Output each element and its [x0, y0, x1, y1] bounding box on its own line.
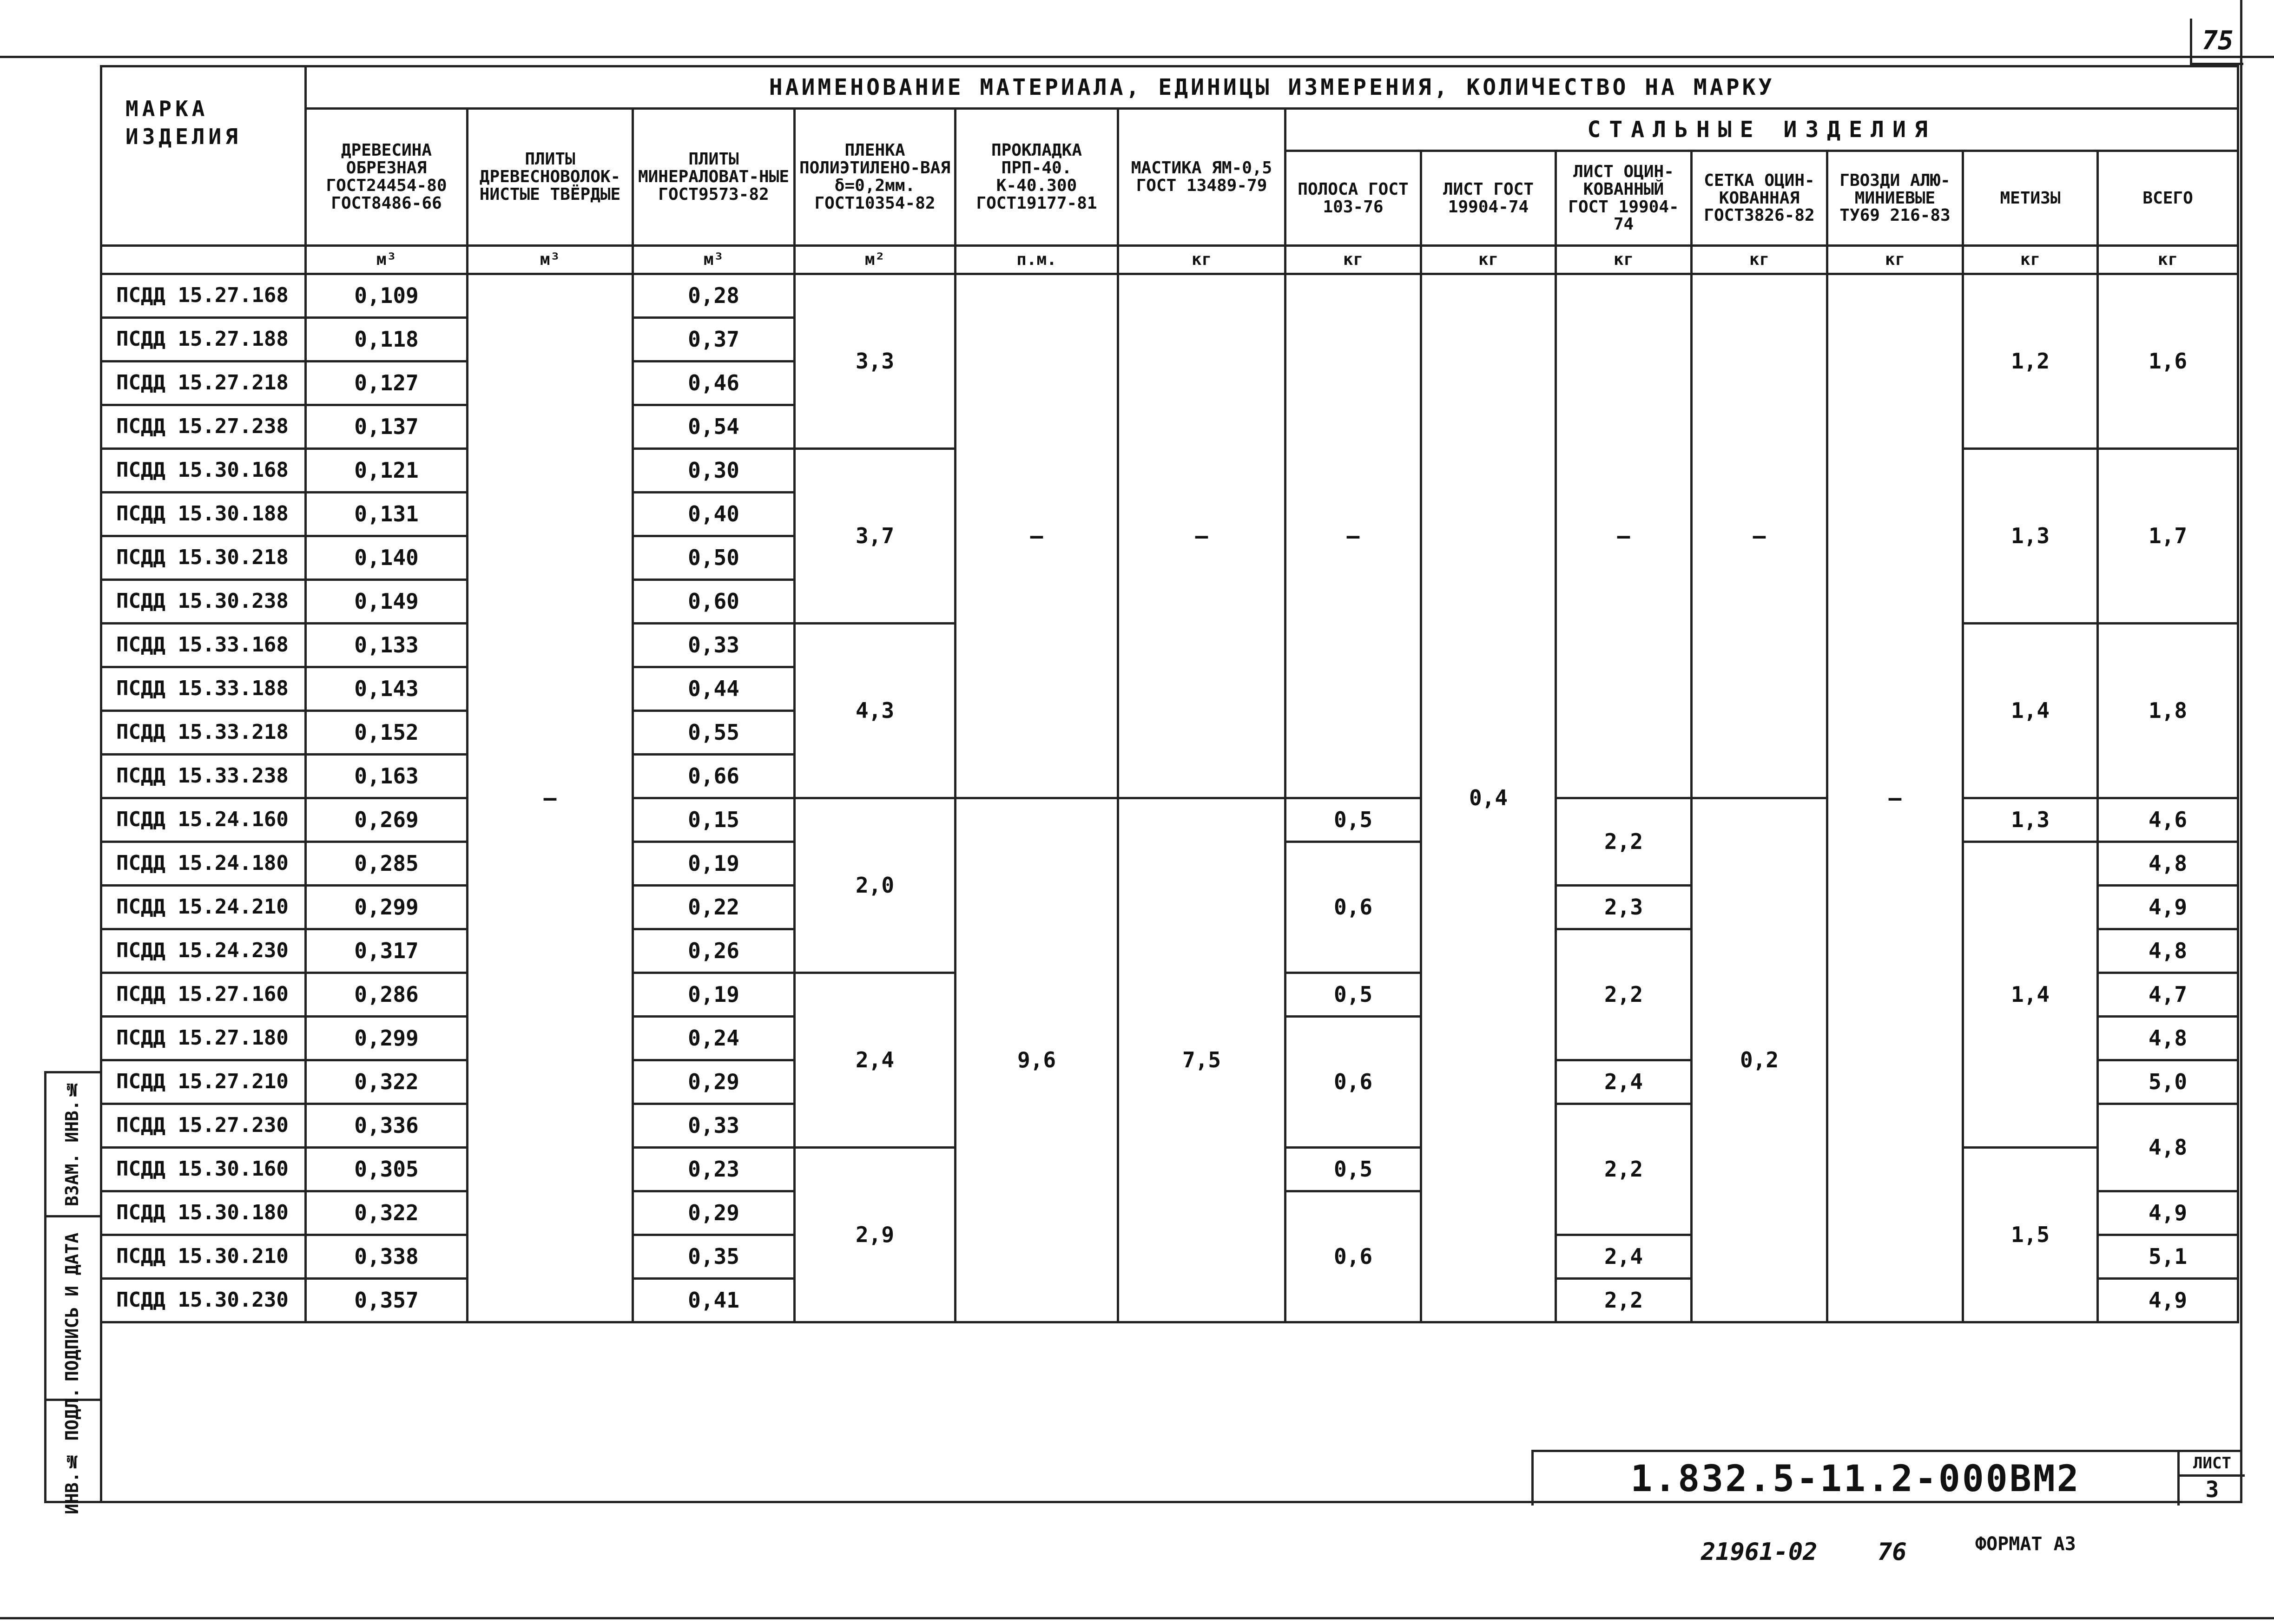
wood-cell: 0,118 [306, 318, 468, 362]
col-header-fiberboard: ПЛИТЫ ДРЕВЕСНОВОЛОК-НИСТЫЕ ТВЁРДЫЕ [468, 109, 633, 246]
mineral-cell: 0,35 [633, 1235, 795, 1279]
galv-sheet-cell: 2,2 [1556, 929, 1692, 1060]
total-cell: 4,9 [2098, 1279, 2238, 1322]
mineral-cell: 0,30 [633, 449, 795, 493]
mark-cell: ПСДД 15.30.238 [101, 580, 306, 624]
film-cell: 3,7 [795, 449, 956, 624]
wood-cell: 0,131 [306, 493, 468, 536]
fiberboard-cell: — [468, 274, 633, 1322]
mineral-cell: 0,15 [633, 798, 795, 842]
col-header-sheet: ЛИСТ ГОСТ 19904-74 [1421, 151, 1556, 246]
mineral-cell: 0,29 [633, 1191, 795, 1235]
strip-cell: — [1285, 274, 1421, 798]
film-cell: 2,0 [795, 798, 956, 973]
sheet-cell: 0,4 [1421, 274, 1556, 1322]
gasket-cell: — [956, 274, 1118, 798]
mark-cell: ПСДД 15.30.188 [101, 493, 306, 536]
galv-sheet-cell: 2,3 [1556, 886, 1692, 929]
hardware-cell: 1,3 [1963, 798, 2098, 842]
unit-cell: м³ [633, 246, 795, 274]
hardware-cell: 1,5 [1963, 1148, 2098, 1322]
strip-cell: 0,6 [1285, 1017, 1421, 1148]
original-inventory-label: ИНВ.№ ПОДЛ. [62, 1387, 82, 1514]
mineral-cell: 0,19 [633, 842, 795, 886]
unit-cell: м³ [468, 246, 633, 274]
mineral-cell: 0,46 [633, 362, 795, 405]
mesh-cell: 0,2 [1692, 798, 1827, 1322]
materials-specification-table [100, 65, 2239, 1323]
wood-cell: 0,286 [306, 973, 468, 1017]
total-cell: 4,8 [2098, 1017, 2238, 1060]
wood-cell: 0,152 [306, 711, 468, 755]
wood-cell: 0,299 [306, 1017, 468, 1060]
unit-cell: кг [1827, 246, 1963, 274]
mineral-cell: 0,66 [633, 755, 795, 798]
replaced-inventory-label: ВЗАМ. ИНВ.№ [62, 1079, 82, 1207]
galv-sheet-cell: — [1556, 274, 1692, 798]
total-cell: 4,7 [2098, 973, 2238, 1017]
hardware-cell: 1,3 [1963, 449, 2098, 624]
wood-cell: 0,269 [306, 798, 468, 842]
total-cell: 4,9 [2098, 886, 2238, 929]
unit-cell: м² [795, 246, 956, 274]
mineral-cell: 0,28 [633, 274, 795, 318]
gasket-cell: 9,6 [956, 798, 1118, 1322]
mineral-cell: 0,19 [633, 973, 795, 1017]
total-cell: 1,6 [2098, 274, 2238, 449]
wood-cell: 0,299 [306, 886, 468, 929]
film-cell: 2,4 [795, 973, 956, 1148]
mastic-cell: 7,5 [1118, 798, 1285, 1322]
wood-cell: 0,285 [306, 842, 468, 886]
mark-cell: ПСДД 15.33.218 [101, 711, 306, 755]
total-cell: 4,6 [2098, 798, 2238, 842]
unit-cell: кг [2098, 246, 2238, 274]
sheet-box [2177, 1452, 2245, 1506]
mark-cell: ПСДД 15.30.168 [101, 449, 306, 493]
document-code: 1.832.5-11.2-000ВМ2 [1630, 1458, 2081, 1500]
mark-cell: ПСДД 15.30.160 [101, 1148, 306, 1191]
mineral-cell: 0,41 [633, 1279, 795, 1322]
total-cell: 4,8 [2098, 1104, 2238, 1191]
mineral-cell: 0,44 [633, 667, 795, 711]
mark-cell: ПСДД 15.27.188 [101, 318, 306, 362]
wood-cell: 0,322 [306, 1060, 468, 1104]
film-cell: 2,9 [795, 1148, 956, 1322]
mineral-cell: 0,54 [633, 405, 795, 449]
galv-sheet-cell: 2,2 [1556, 1104, 1692, 1235]
unit-cell: п.м. [956, 246, 1118, 274]
mark-cell: ПСДД 15.33.188 [101, 667, 306, 711]
left-frame-line [100, 65, 102, 1503]
wood-cell: 0,109 [306, 274, 468, 318]
wood-cell: 0,336 [306, 1104, 468, 1148]
col-header-wood: ДРЕВЕСИНА ОБРЕЗНАЯ ГОСТ24454-80 ГОСТ8486-66 [306, 109, 468, 246]
mark-cell: ПСДД 15.33.168 [101, 624, 306, 667]
page-number: 75 [2190, 19, 2243, 65]
top-border-line [0, 56, 2274, 58]
col-header-strip: ПОЛОСА ГОСТ 103-76 [1285, 151, 1421, 246]
mineral-cell: 0,40 [633, 493, 795, 536]
total-cell: 5,0 [2098, 1060, 2238, 1104]
mineral-cell: 0,37 [633, 318, 795, 362]
mark-cell: ПСДД 15.30.230 [101, 1279, 306, 1322]
format-label: ФОРМАТ А3 [1975, 1533, 2076, 1555]
col-header-hardware: МЕТИЗЫ [1963, 151, 2098, 246]
col-header-mastic: МАСТИКА ЯМ-0,5 ГОСТ 13489-79 [1118, 109, 1285, 246]
film-cell: 4,3 [795, 624, 956, 798]
mark-cell: ПСДД 15.24.180 [101, 842, 306, 886]
mineral-cell: 0,24 [633, 1017, 795, 1060]
total-cell: 4,8 [2098, 842, 2238, 886]
mark-cell: ПСДД 15.24.160 [101, 798, 306, 842]
mark-cell: ПСДД 15.27.210 [101, 1060, 306, 1104]
wood-cell: 0,143 [306, 667, 468, 711]
mineral-cell: 0,55 [633, 711, 795, 755]
wood-cell: 0,149 [306, 580, 468, 624]
col-header-nails: ГВОЗДИ АЛЮ-МИНИЕВЫЕ ТУ69 216-83 [1827, 151, 1963, 246]
sheet-number: 3 [2205, 1477, 2219, 1503]
hardware-cell: 1,4 [1963, 624, 2098, 798]
col-header-total: ВСЕГО [2098, 151, 2238, 246]
strip-cell: 0,5 [1285, 1148, 1421, 1191]
galv-sheet-cell: 2,2 [1556, 798, 1692, 886]
strip-cell: 0,6 [1285, 1191, 1421, 1322]
strip-cell: 0,6 [1285, 842, 1421, 973]
galv-sheet-cell: 2,4 [1556, 1235, 1692, 1279]
mineral-cell: 0,50 [633, 536, 795, 580]
strip-cell: 0,5 [1285, 798, 1421, 842]
mark-cell: ПСДД 15.27.218 [101, 362, 306, 405]
hardware-cell: 1,4 [1963, 842, 2098, 1148]
footer-number: 76 [1878, 1538, 1907, 1566]
galv-sheet-cell: 2,4 [1556, 1060, 1692, 1104]
unit-cell: м³ [306, 246, 468, 274]
wood-cell: 0,322 [306, 1191, 468, 1235]
col-header-mineral-wool: ПЛИТЫ МИНЕРАЛОВАТ-НЫЕ ГОСТ9573-82 [633, 109, 795, 246]
mineral-cell: 0,33 [633, 1104, 795, 1148]
wood-cell: 0,137 [306, 405, 468, 449]
mark-column-header: МАРКА ИЗДЕЛИЯ [101, 66, 306, 246]
strip-cell: 0,5 [1285, 973, 1421, 1017]
title-block [1531, 1450, 2242, 1506]
sheet-label: ЛИСТ [2180, 1452, 2245, 1477]
mark-cell: ПСДД 15.30.218 [101, 536, 306, 580]
total-cell: 1,8 [2098, 624, 2238, 798]
mark-cell: ПСДД 15.30.210 [101, 1235, 306, 1279]
right-frame-line [2240, 0, 2242, 1503]
table-row [101, 274, 2238, 318]
mark-cell: ПСДД 15.27.238 [101, 405, 306, 449]
unit-cell: кг [1556, 246, 1692, 274]
col-header-film: ПЛЕНКА ПОЛИЭТИЛЕНО-ВАЯ δ=0,2мм. ГОСТ10354-82 [795, 109, 956, 246]
mark-cell: ПСДД 15.24.210 [101, 886, 306, 929]
mineral-cell: 0,29 [633, 1060, 795, 1104]
hardware-cell: 1,2 [1963, 274, 2098, 449]
total-cell: 4,9 [2098, 1191, 2238, 1235]
galv-sheet-cell: 2,2 [1556, 1279, 1692, 1322]
mark-cell: ПСДД 15.27.230 [101, 1104, 306, 1148]
total-cell: 5,1 [2098, 1235, 2238, 1279]
unit-cell: кг [1118, 246, 1285, 274]
mineral-cell: 0,60 [633, 580, 795, 624]
wood-cell: 0,127 [306, 362, 468, 405]
mark-cell: ПСДД 15.27.168 [101, 274, 306, 318]
unit-cell: кг [1963, 246, 2098, 274]
col-header-mesh: СЕТКА ОЦИН-КОВАННАЯ ГОСТ3826-82 [1692, 151, 1827, 246]
mark-cell: ПСДД 15.27.160 [101, 973, 306, 1017]
bottom-border-line [0, 1617, 2274, 1619]
mark-cell: ПСДД 15.33.238 [101, 755, 306, 798]
total-cell: 4,8 [2098, 929, 2238, 973]
wood-cell: 0,140 [306, 536, 468, 580]
wood-cell: 0,121 [306, 449, 468, 493]
mineral-cell: 0,22 [633, 886, 795, 929]
unit-cell: кг [1692, 246, 1827, 274]
wood-cell: 0,357 [306, 1279, 468, 1322]
mineral-cell: 0,26 [633, 929, 795, 973]
unit-cell: кг [1285, 246, 1421, 274]
mark-cell: ПСДД 15.24.230 [101, 929, 306, 973]
col-header-galv-sheet: ЛИСТ ОЦИН-КОВАННЫЙ ГОСТ 19904-74 [1556, 151, 1692, 246]
mineral-cell: 0,33 [633, 624, 795, 667]
wood-cell: 0,317 [306, 929, 468, 973]
signature-date-label: ПОДПИСЬ И ДАТА [62, 1232, 82, 1381]
wood-cell: 0,133 [306, 624, 468, 667]
wood-cell: 0,338 [306, 1235, 468, 1279]
mastic-cell: — [1118, 274, 1285, 798]
total-cell: 1,7 [2098, 449, 2238, 624]
mark-cell: ПСДД 15.27.180 [101, 1017, 306, 1060]
archive-number: 21961-02 [1701, 1538, 1818, 1566]
film-cell: 3,3 [795, 274, 956, 449]
wood-cell: 0,163 [306, 755, 468, 798]
wood-cell: 0,305 [306, 1148, 468, 1191]
unit-row-blank [101, 246, 306, 274]
nails-cell: — [1827, 274, 1963, 1322]
col-header-gasket: ПРОКЛАДКА ПРП-40. К-40.300 ГОСТ19177-81 [956, 109, 1118, 246]
mesh-cell: — [1692, 274, 1827, 798]
materials-title: НАИМЕНОВАНИЕ МАТЕРИАЛА, ЕДИНИЦЫ ИЗМЕРЕНИЯ, КОЛИЧЕСТВО НА МАРКУ [306, 66, 2238, 109]
steel-products-header: СТАЛЬНЫЕ ИЗДЕЛИЯ [1285, 109, 2238, 151]
unit-cell: кг [1421, 246, 1556, 274]
mineral-cell: 0,23 [633, 1148, 795, 1191]
mark-cell: ПСДД 15.30.180 [101, 1191, 306, 1235]
